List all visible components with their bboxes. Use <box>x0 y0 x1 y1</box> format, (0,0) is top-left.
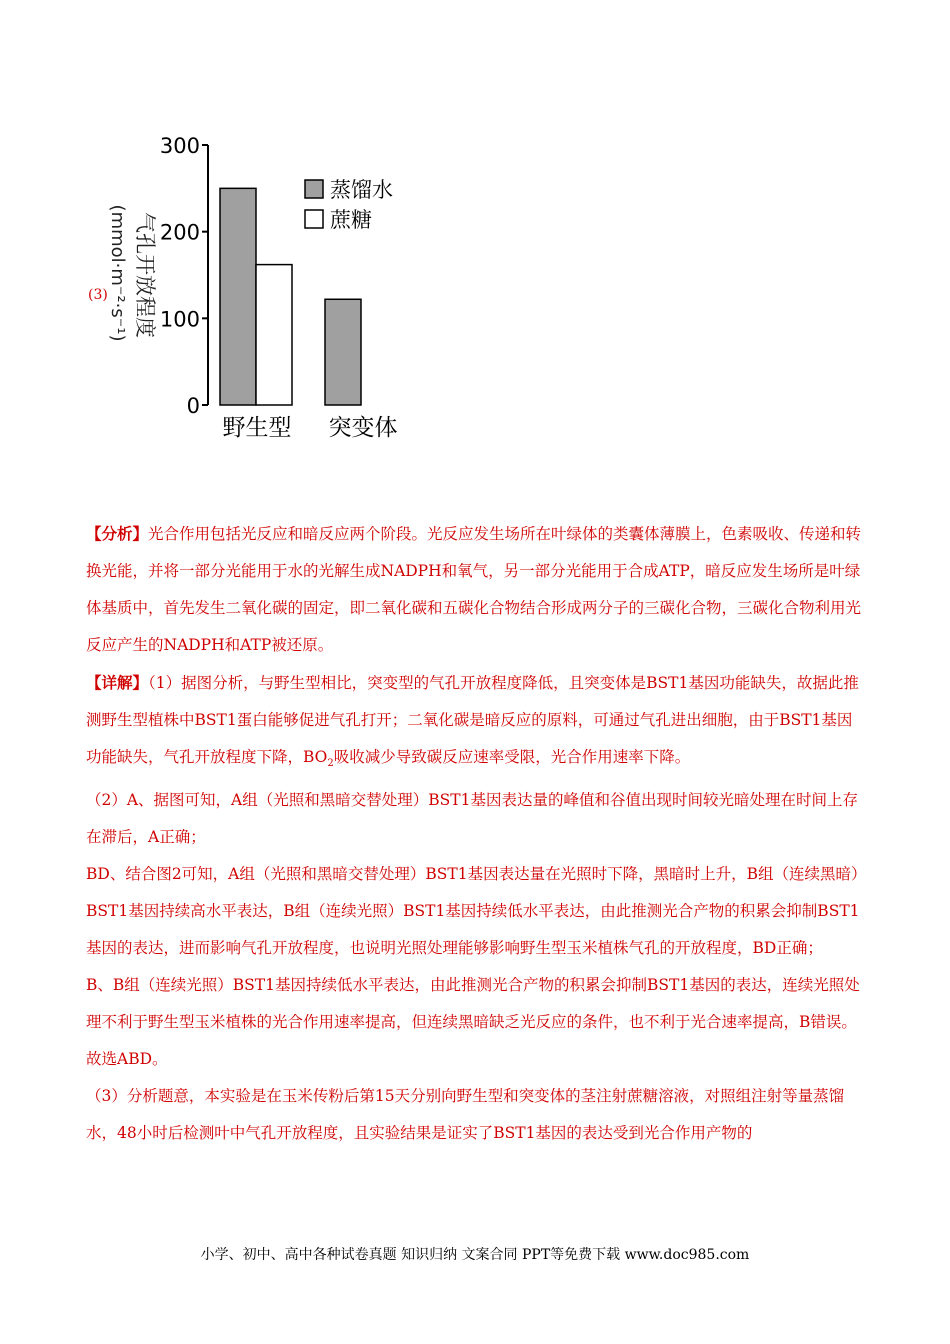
detail-text-1: （1）据图分析，与野生型相比，突变型的气孔开放程度降低，且突变体是BST1基因功能缺失，故据此推测野生型植株中BST1蛋白能够促进气孔打开；二氧化碳是暗反应的原料，可通过气孔进出细胞，由于BST1基因功能缺失，气孔开放程度下降，BO <box>86 674 859 766</box>
bar-wildtype-water <box>220 188 256 405</box>
page-footer: 小学、初中、高中各种试卷真题 知识归纳 文案合同 PPT等免费下载 www.doc985.com <box>200 1247 750 1263</box>
question-number: (3) <box>88 287 108 303</box>
analysis-text: 光合作用包括光反应和暗反应两个阶段。光反应发生场所在叶绿体的类囊体薄膜上，色素吸收、传递和转换光能，并将一部分光能用于水的光解生成NADPH和氧气，另一部分光能用于合成ATP，暗反应发生场所是叶绿体基质中，首先发生二氧化碳的固定，即二氧化碳和五碳化合物结合形成两分子的三碳化合物，三碳化合物利用光反应产生的NADPH和ATP被还原。 <box>86 525 862 654</box>
analysis-tag: 【分析】 <box>86 524 149 543</box>
bar-mutant-water <box>325 299 361 405</box>
bar-chart <box>100 125 430 455</box>
legend-swatch <box>305 210 323 228</box>
y-tick-label: 0 <box>186 394 200 418</box>
x-tick-label: 野生型 <box>222 415 292 441</box>
legend-swatch <box>305 180 323 198</box>
y-axis-unit: (mmol·m⁻²·s⁻¹) <box>107 204 128 342</box>
detail-paragraph-2: （2）A、据图可知，A组（光照和黑暗交替处理）BST1基因表达量的峰值和谷值出现时间较光暗处理在时间上存在滞后，A正确； <box>86 791 858 847</box>
y-axis-title: 气孔开放程度 <box>133 212 157 338</box>
analysis-paragraph <box>86 515 866 664</box>
bar-wildtype-sucrose <box>256 265 292 405</box>
detail-paragraph-6: （3）分析题意，本实验是在玉米传粉后第15天分别向野生型和突变体的茎注射蔗糖溶液，对照组注射等量蒸馏水，48小时后检测叶中气孔开放程度，且实验结果是证实了BST1基因的表达受到光合作用产物的 <box>86 1087 845 1143</box>
detail-paragraph-4: B、B组（连续光照）BST1基因持续低水平表达，由此推测光合产物的积累会抑制BST1基因的表达，连续光照处理不利于野生型玉米植株的光合作用速率提高，但连续黑暗缺乏光反应的条件，也不利于光合速率提高，B错误。 <box>86 976 860 1032</box>
detail-text-1b: 吸收减少导致碳反应速率受限，光合作用速率下降。 <box>333 748 691 766</box>
detail-tag: 【详解】 <box>86 673 149 692</box>
detail-paragraph-5: 故选ABD。 <box>86 1050 168 1069</box>
detail-paragraph-3: BD、结合图2可知，A组（光照和黑暗交替处理）BST1基因表达量在光照时下降，黑暗时上升，B组（连续黑暗）BST1基因持续高水平表达，B组（连续光照）BST1基因持续低水平表达，由此推测光合产物的积累会抑制BST1基因的表达，进而影响气孔开放程度，也说明光照处理能够影响野生型玉米植株气孔的开放程度，BD正确； <box>86 865 860 958</box>
x-tick-label: 突变体 <box>328 415 398 441</box>
y-tick-label: 200 <box>159 220 200 245</box>
y-tick-label: 300 <box>159 134 200 158</box>
y-tick-label: 100 <box>159 307 200 332</box>
legend-label: 蔗糖 <box>330 208 372 232</box>
subscript-2: 2 <box>327 758 334 770</box>
detail-paragraph-1 <box>86 664 866 782</box>
legend-label: 蒸馏水 <box>330 178 393 202</box>
answer-explanation <box>86 515 866 1152</box>
